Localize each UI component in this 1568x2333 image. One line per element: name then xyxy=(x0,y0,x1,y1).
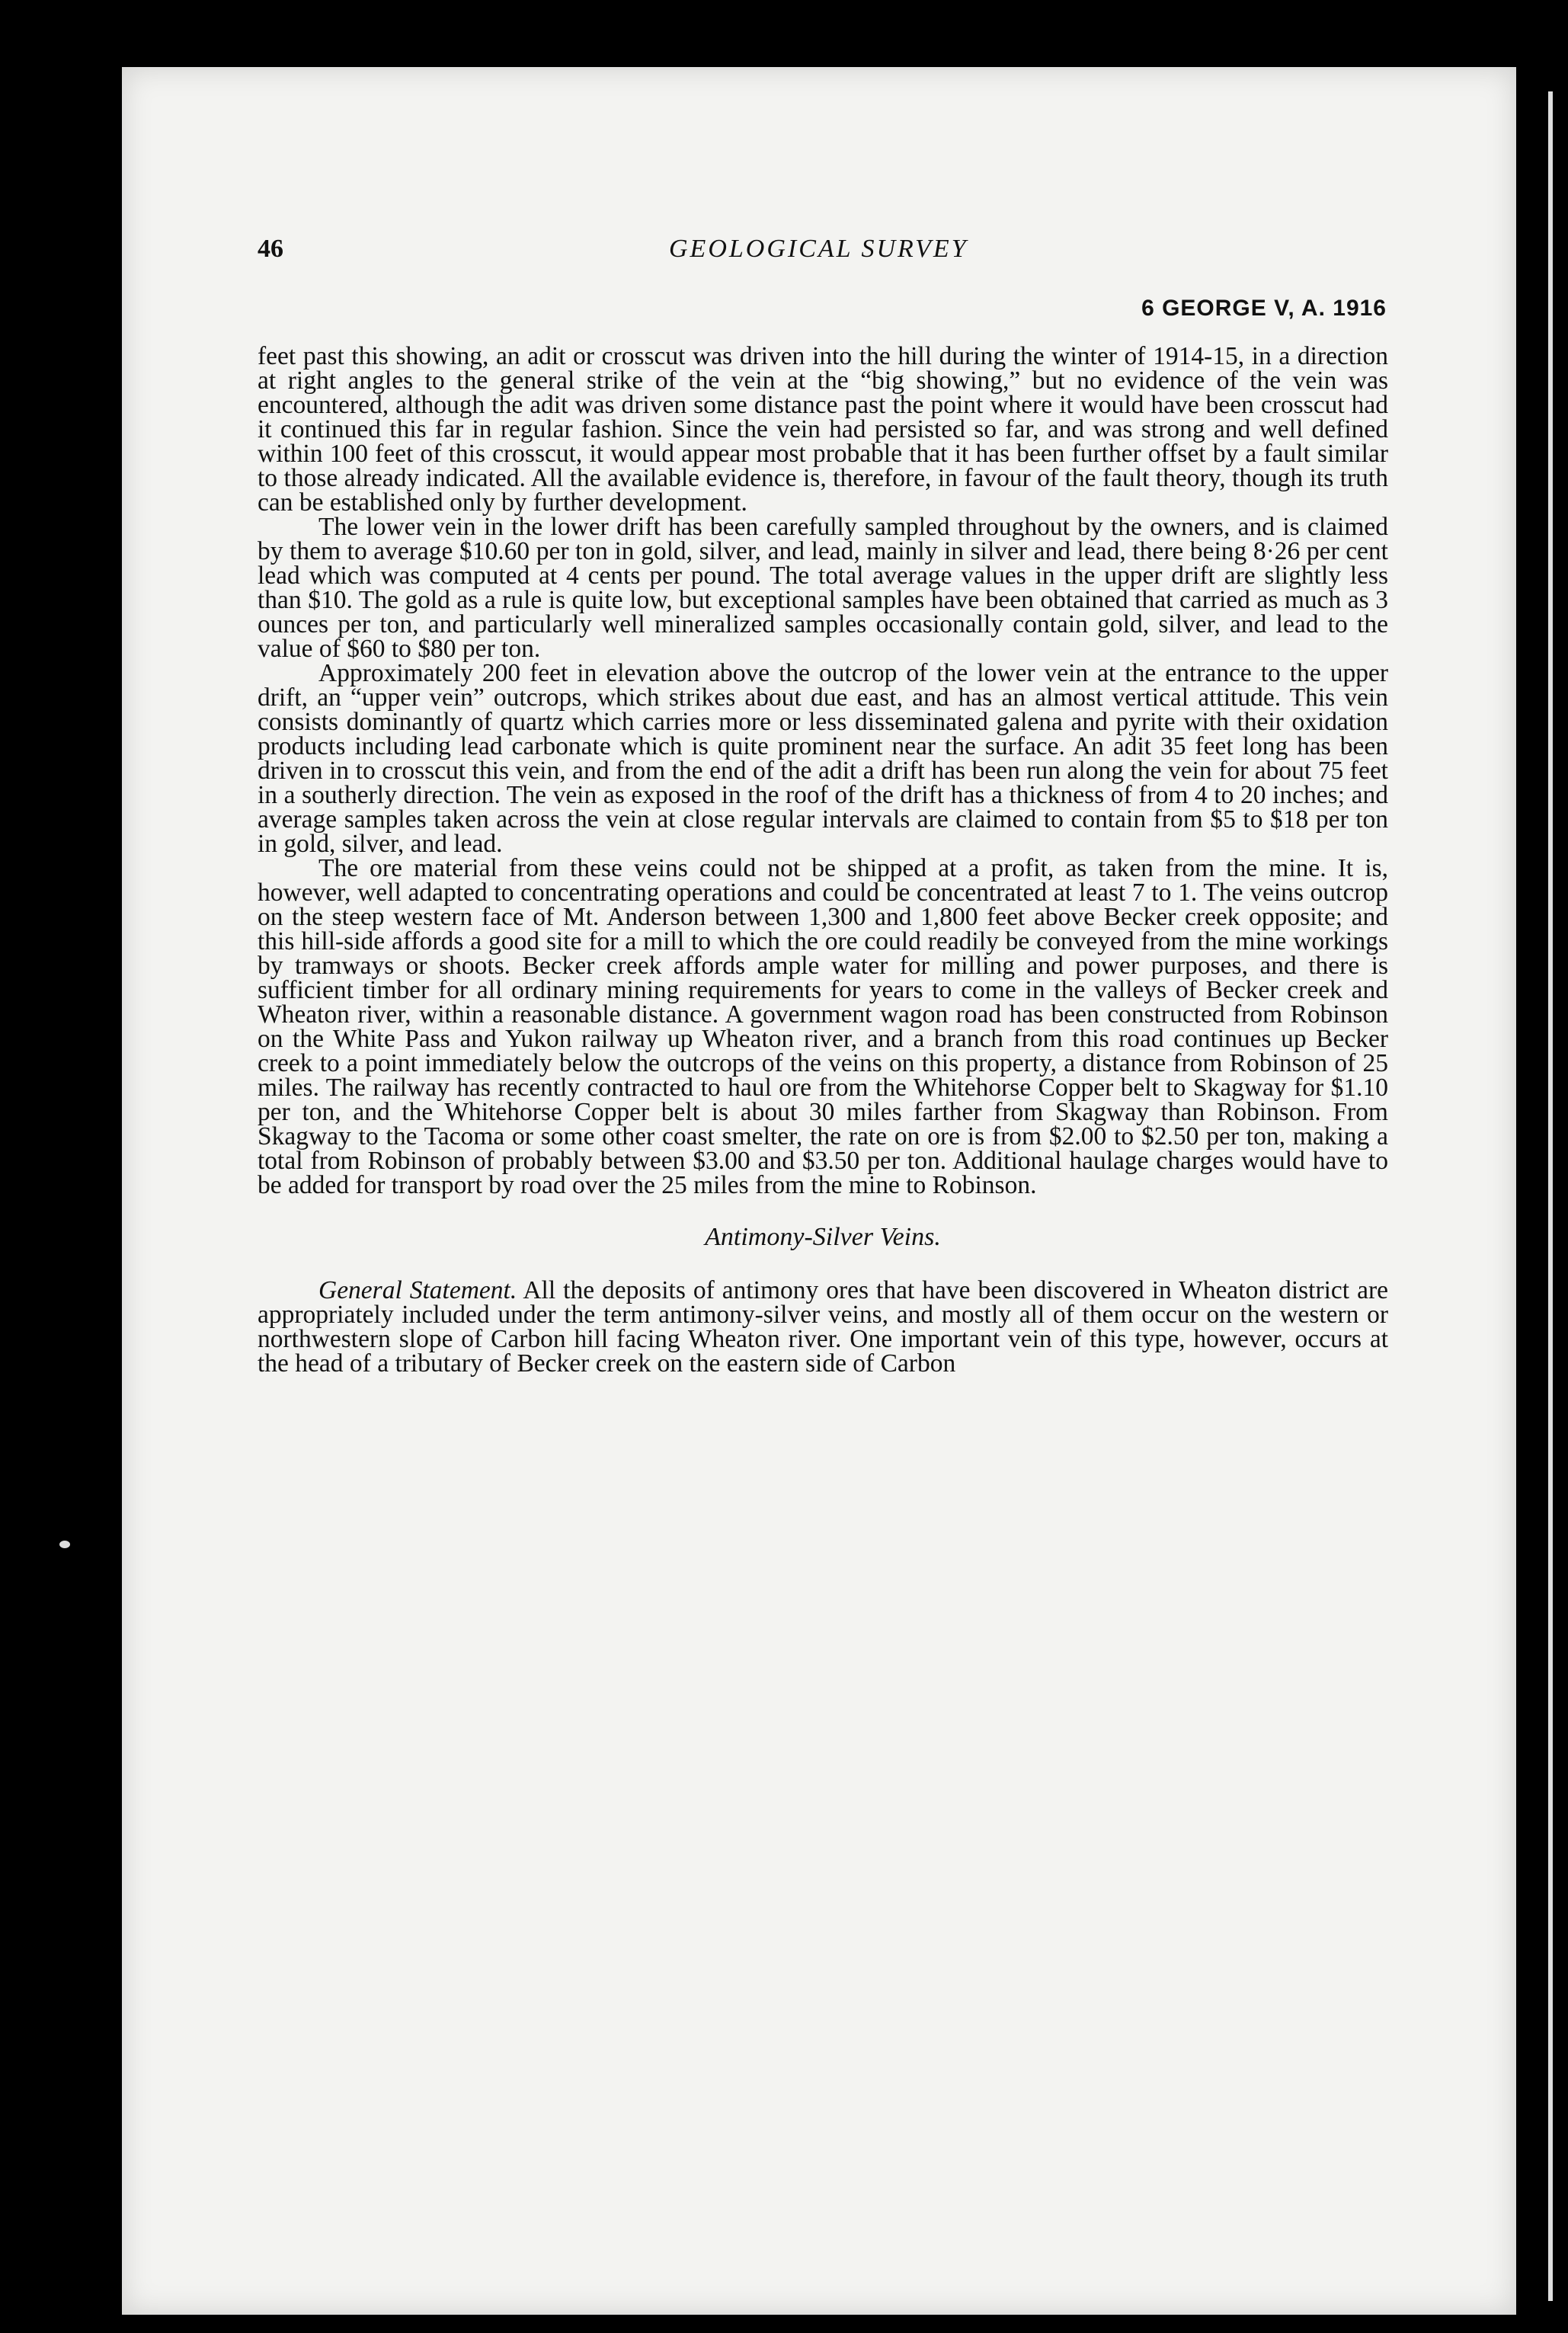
paragraph xyxy=(258,1276,1388,1378)
paragraph: Approximately 200 feet in elevation above the outcrop of the lower vein at the entrance to the upper drift, an “upper vein” outcrops, which strikes about due east, and has an almost vertical attitude. This vein consists dominantly of quartz which carries more or less disseminated galena and pyrite with their oxidation products including lead carbonate which is quite prominent near the surface. An adit 35 feet long has been driven in to crosscut this vein, and from the end of the adit a drift has been run along the vein for about 75 feet in a southerly direction. The vein as exposed in the roof of the drift has a thickness of from 4 to 20 inches; and average samples taken across the vein at close regular intervals are claimed to contain from $5 to $18 per ton in gold, silver, and lead. xyxy=(258,659,1388,858)
body-text xyxy=(258,344,1388,1376)
running-head: GEOLOGICAL SURVEY xyxy=(669,235,968,263)
section-title: Antimony-Silver Veins. xyxy=(705,1223,941,1251)
session-label: 6 GEORGE V, A. 1916 xyxy=(1141,296,1387,321)
page-edge xyxy=(1548,91,1553,2301)
paragraph: The lower vein in the lower drift has been carefully sampled throughout by the owners, and is claimed by them to average $10.60 per ton in gold, silver, and lead, mainly in silver and lead, there being 8·26 per cent lead which was computed at 4 cents per pound. The total average values in the upper drift are slightly less than $10. The gold as a rule is quite low, but exceptional samples have been obtained that carried as much as 3 ounces per ton, and particularly well mineralized samples occasionally contain gold, silver, and lead to the value of $60 to $80 per ton. xyxy=(258,513,1388,663)
paragraph: feet past this showing, an adit or crosscut was driven into the hill during the winter of 1914-15, in a direction at right angles to the general strike of the vein at the “big showing,” but no evidence of the vein was encountered, although the adit was driven some distance past the point where it would have been crosscut had it continued this far in regular fashion. Since the vein had persisted so far, and was strong and well defined within 100 feet of this crosscut, it would appear most probable that it has been further offset by a fault similar to those already indicated. All the available evidence is, therefore, in favour of the fault theory, though its truth can be established only by further development. xyxy=(258,342,1388,517)
page-header xyxy=(258,235,1400,273)
paragraph-text: All the deposits of antimony ores that have been discovered in Wheaton district are appropriately included under the term antimony-silver veins, and mostly all of them occur on the western or northwestern slope of Carbon hill facing Wheaton river. One important vein of this type, however, occurs at the head of a tributary of Becker creek on the eastern side of Carbon xyxy=(258,1276,1388,1378)
run-in-heading: General Statement. xyxy=(318,1276,517,1304)
paragraph: The ore material from these veins could not be shipped at a profit, as taken from the mine. It is, however, well adapted to concentrating operations and could be concentrated at least 7 to 1. The veins outcrop on the steep western face of Mt. Anderson between 1,300 and 1,800 feet above Becker creek opposite; and this hill-side affords a good site for a mill to which the ore could readily be conveyed from the mine workings by tramways or shoots. Becker creek affords ample water for milling and power purposes, and there is sufficient timber for all ordinary mining requirements for years to come in the valleys of Becker creek and Wheaton river, within a reasonable distance. A government wagon road has been constructed from Robinson on the White Pass and Yukon railway up Wheaton river, and a branch from this road continues up Becker creek to a point immediately below the outcrops of the veins on this property, a distance from Robinson of 25 miles. The railway has recently contracted to haul ore from the Whitehorse Copper belt to Skagway for $1.10 per ton, and the Whitehorse Copper belt is about 30 miles farther from Skagway than Robinson. From Skagway to the Tacoma or some other coast smelter, the rate on ore is from $2.00 to $2.50 per ton, making a total from Robinson of probably between $3.00 and $3.50 per ton. Additional haulage charges would have to be added for transport by road over the 25 miles from the mine to Robinson. xyxy=(258,854,1388,1199)
scan-speck xyxy=(59,1541,70,1548)
page-number: 46 xyxy=(258,235,283,263)
